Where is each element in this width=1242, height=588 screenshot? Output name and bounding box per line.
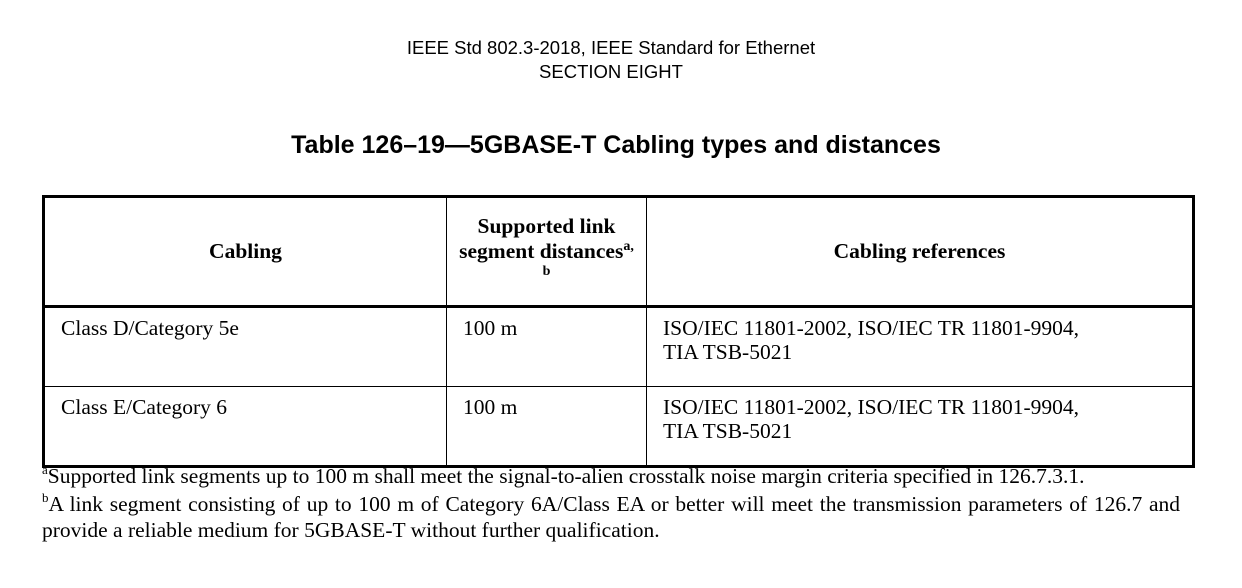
footnote-b: [42, 491, 1180, 543]
references-line-1: ISO/IEC 11801-2002, ISO/IEC TR 11801-9904,: [663, 395, 1080, 419]
distance-cell: [447, 307, 647, 387]
cabling-value: Class D/Category 5e: [61, 316, 239, 340]
references-line-2: TIA TSB-5021: [663, 419, 793, 443]
references-line-2: TIA TSB-5021: [663, 340, 793, 364]
footnote-a: [42, 463, 1180, 489]
cabling-table: [42, 195, 1195, 468]
table-header-row: [44, 197, 1194, 307]
column-header-references-label: Cabling references: [833, 239, 1006, 263]
references-cell: [647, 387, 1194, 467]
cabling-value: Class E/Category 6: [61, 395, 228, 419]
standard-title: IEEE Std 802.3-2018, IEEE Standard for Ethernet: [406, 37, 816, 58]
table-row: [44, 307, 1194, 387]
table-title: Table 126–19—5GBASE-T Cabling types and distances: [291, 131, 941, 159]
footnote-a-mark: a: [42, 462, 48, 477]
column-header-references: [647, 197, 1194, 307]
cabling-cell: [44, 307, 447, 387]
distance-value: 100 m: [463, 316, 518, 340]
column-header-distances-label: Supported link segment distances: [459, 214, 624, 263]
column-header-distances: [447, 197, 647, 307]
column-header-cabling-label: Cabling: [209, 239, 282, 263]
cabling-cell: [44, 387, 447, 467]
footnote-a-text: Supported link segments up to 100 m shall meet the signal-to-alien crosstalk noise margin criteria specified in 126.7.3.1.: [47, 464, 1085, 488]
distance-value: 100 m: [463, 395, 518, 419]
column-header-cabling: [44, 197, 447, 307]
table-row: [44, 387, 1194, 467]
footnote-b-text: A link segment consisting of up to 100 m of Category 6A/Class EA or better will meet the transmission parameters of 126.7 and provide a reliable medium for 5GBASE-T without further qualification.: [42, 492, 1180, 542]
references-line-1: ISO/IEC 11801-2002, ISO/IEC TR 11801-9904,: [663, 316, 1080, 340]
table-footnotes: [42, 463, 1180, 545]
references-cell: [647, 307, 1194, 387]
page-header: [0, 36, 1222, 84]
distance-cell: [447, 387, 647, 467]
section-title: SECTION EIGHT: [539, 61, 683, 82]
footnote-marks: a, b: [542, 239, 634, 279]
footnote-b-mark: b: [42, 490, 49, 505]
